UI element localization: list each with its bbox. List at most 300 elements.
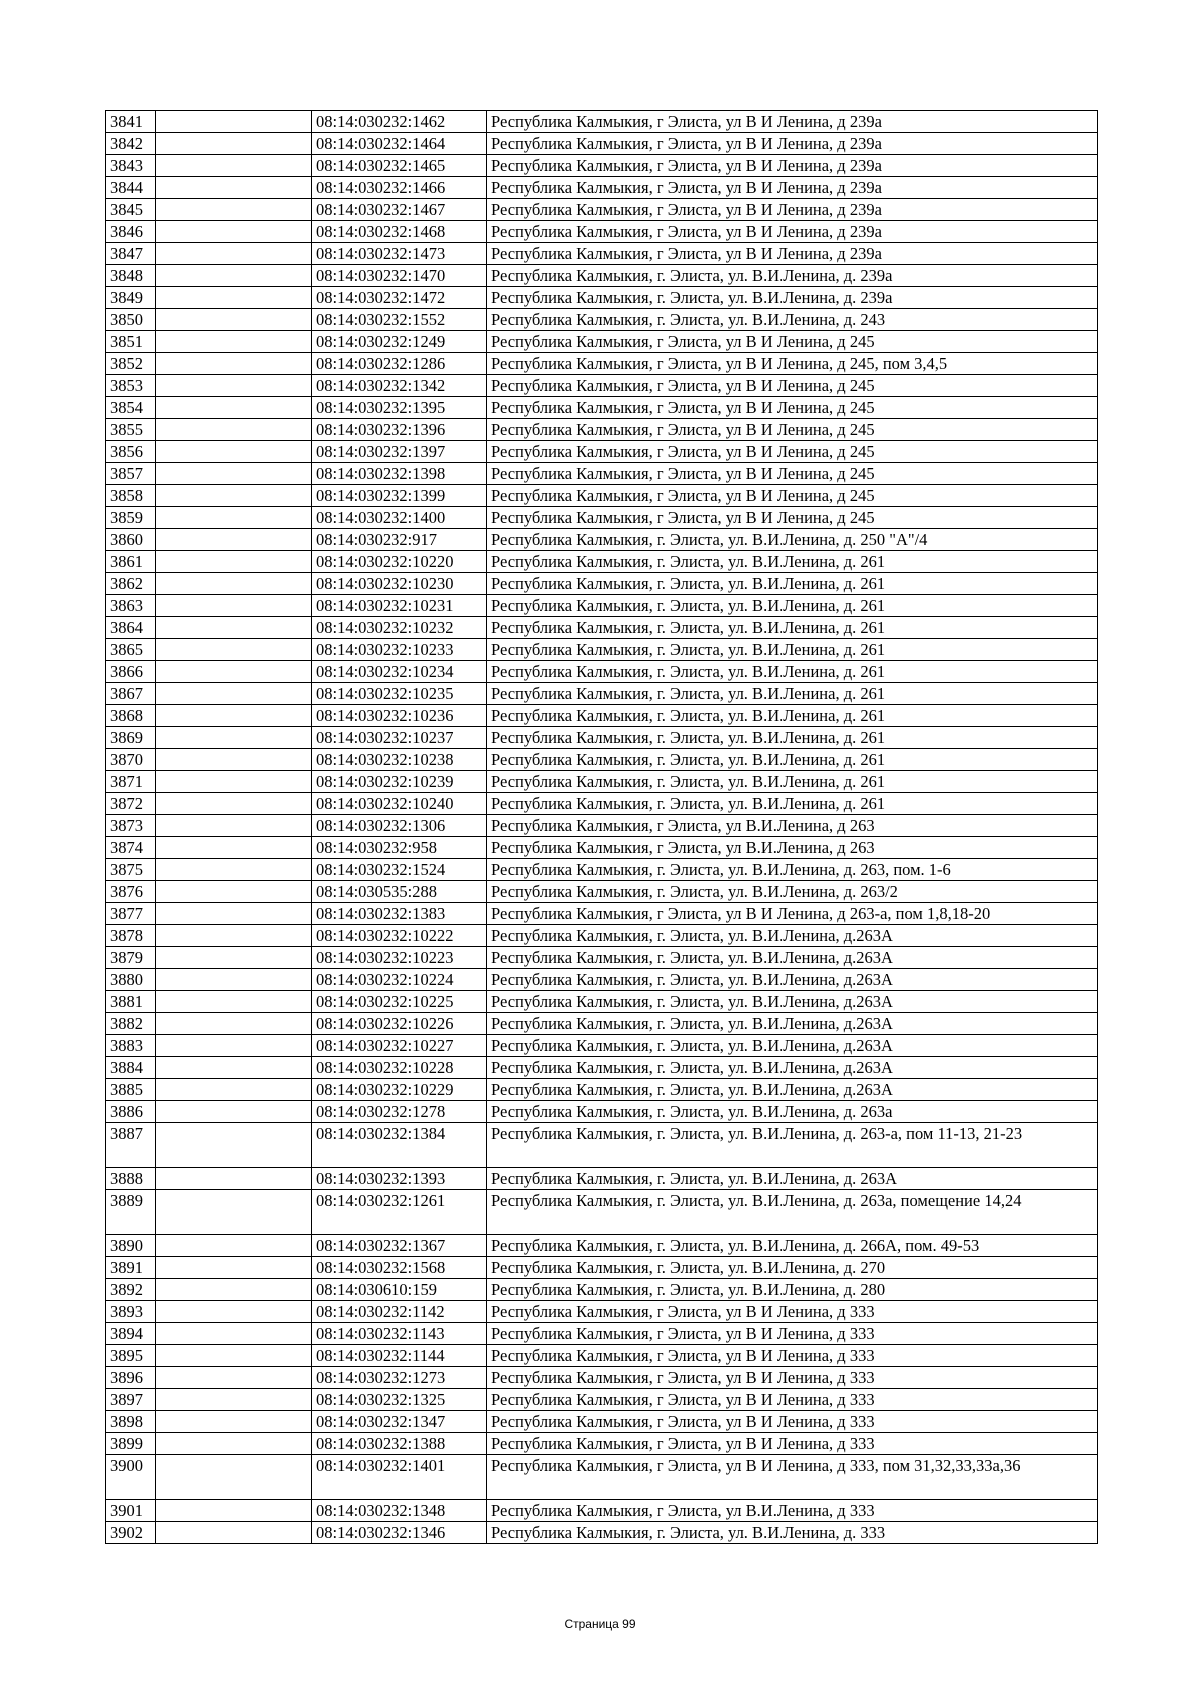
- row-number-cell: 3859: [106, 507, 156, 529]
- row-number-cell: 3883: [106, 1035, 156, 1057]
- address-cell: Республика Калмыкия, г. Элиста, ул. В.И.Ленина, д. 266А, пом. 49-53: [487, 1235, 1098, 1257]
- table-row: [106, 463, 1098, 485]
- cadastral-number-cell: 08:14:030232:1472: [312, 287, 487, 309]
- empty-cell: [156, 1035, 312, 1057]
- address-cell: Республика Калмыкия, г Элиста, ул В И Ленина, д 245: [487, 375, 1098, 397]
- cadastral-number-cell: 08:14:030232:1342: [312, 375, 487, 397]
- row-number-cell: 3861: [106, 551, 156, 573]
- table-row: [106, 397, 1098, 419]
- address-cell: Республика Калмыкия, г. Элиста, ул. В.И.Ленина, д.263А: [487, 1057, 1098, 1079]
- empty-cell: [156, 485, 312, 507]
- table-row: [106, 1057, 1098, 1079]
- empty-cell: [156, 1301, 312, 1323]
- cadastral-number-cell: 08:14:030232:1462: [312, 111, 487, 133]
- address-cell: Республика Калмыкия, г. Элиста, ул. В.И.Ленина, д. 261: [487, 749, 1098, 771]
- address-cell: Республика Калмыкия, г Элиста, ул В И Ленина, д 239а: [487, 177, 1098, 199]
- address-cell: Республика Калмыкия, г. Элиста, ул. В.И.Ленина, д.263А: [487, 947, 1098, 969]
- empty-cell: [156, 1455, 312, 1500]
- address-cell: Республика Калмыкия, г. Элиста, ул. В.И.Ленина, д.263А: [487, 969, 1098, 991]
- empty-cell: [156, 1389, 312, 1411]
- table-row: [106, 1323, 1098, 1345]
- cadastral-number-cell: 08:14:030232:10240: [312, 793, 487, 815]
- table-row: [106, 925, 1098, 947]
- empty-cell: [156, 1190, 312, 1235]
- row-number-cell: 3866: [106, 661, 156, 683]
- table-row: [106, 1522, 1098, 1544]
- row-number-cell: 3876: [106, 881, 156, 903]
- address-cell: Республика Калмыкия, г Элиста, ул В И Ленина, д 245: [487, 507, 1098, 529]
- table-row: [106, 1411, 1098, 1433]
- table-row: [106, 1079, 1098, 1101]
- row-number-cell: 3894: [106, 1323, 156, 1345]
- cadastral-number-cell: 08:14:030232:1399: [312, 485, 487, 507]
- empty-cell: [156, 133, 312, 155]
- cadastral-number-cell: 08:14:030232:10224: [312, 969, 487, 991]
- table-row: [106, 1235, 1098, 1257]
- row-number-cell: 3899: [106, 1433, 156, 1455]
- cadastral-number-cell: 08:14:030232:1401: [312, 1455, 487, 1500]
- row-number-cell: 3864: [106, 617, 156, 639]
- cadastral-number-cell: 08:14:030232:10225: [312, 991, 487, 1013]
- empty-cell: [156, 529, 312, 551]
- cadastral-number-cell: 08:14:030232:958: [312, 837, 487, 859]
- address-cell: Республика Калмыкия, г Элиста, ул В И Ленина, д 333: [487, 1389, 1098, 1411]
- empty-cell: [156, 683, 312, 705]
- empty-cell: [156, 419, 312, 441]
- cadastral-number-cell: 08:14:030232:10236: [312, 705, 487, 727]
- address-cell: Республика Калмыкия, г Элиста, ул В И Ленина, д 245: [487, 441, 1098, 463]
- row-number-cell: 3854: [106, 397, 156, 419]
- cadastral-number-cell: 08:14:030232:1383: [312, 903, 487, 925]
- empty-cell: [156, 903, 312, 925]
- row-number-cell: 3881: [106, 991, 156, 1013]
- row-number-cell: 3885: [106, 1079, 156, 1101]
- row-number-cell: 3863: [106, 595, 156, 617]
- empty-cell: [156, 1367, 312, 1389]
- cadastral-number-cell: 08:14:030232:10227: [312, 1035, 487, 1057]
- table-row: [106, 617, 1098, 639]
- row-number-cell: 3886: [106, 1101, 156, 1123]
- empty-cell: [156, 221, 312, 243]
- cadastral-number-cell: 08:14:030232:1396: [312, 419, 487, 441]
- cadastral-number-cell: 08:14:030232:10232: [312, 617, 487, 639]
- cadastral-number-cell: 08:14:030232:10229: [312, 1079, 487, 1101]
- row-number-cell: 3843: [106, 155, 156, 177]
- cadastral-number-cell: 08:14:030232:1261: [312, 1190, 487, 1235]
- table-row: [106, 309, 1098, 331]
- table-row: [106, 1168, 1098, 1190]
- empty-cell: [156, 969, 312, 991]
- row-number-cell: 3849: [106, 287, 156, 309]
- table-row: [106, 199, 1098, 221]
- address-cell: Республика Калмыкия, г Элиста, ул В.И.Ленина, д 333: [487, 1500, 1098, 1522]
- cadastral-number-cell: 08:14:030232:10231: [312, 595, 487, 617]
- cadastral-number-cell: 08:14:030232:1473: [312, 243, 487, 265]
- cadastral-number-cell: 08:14:030232:1346: [312, 1522, 487, 1544]
- address-cell: Республика Калмыкия, г. Элиста, ул. В.И.Ленина, д. 261: [487, 595, 1098, 617]
- cadastral-number-cell: 08:14:030232:10237: [312, 727, 487, 749]
- table-row: [106, 221, 1098, 243]
- cadastral-number-cell: 08:14:030232:1464: [312, 133, 487, 155]
- table-row: [106, 771, 1098, 793]
- row-number-cell: 3892: [106, 1279, 156, 1301]
- table-row: [106, 1257, 1098, 1279]
- empty-cell: [156, 309, 312, 331]
- address-cell: Республика Калмыкия, г. Элиста, ул. В.И.Ленина, д. 270: [487, 1257, 1098, 1279]
- empty-cell: [156, 551, 312, 573]
- table-row: [106, 837, 1098, 859]
- row-number-cell: 3862: [106, 573, 156, 595]
- row-number-cell: 3896: [106, 1367, 156, 1389]
- empty-cell: [156, 1345, 312, 1367]
- table-row: [106, 353, 1098, 375]
- empty-cell: [156, 199, 312, 221]
- empty-cell: [156, 1522, 312, 1544]
- row-number-cell: 3844: [106, 177, 156, 199]
- row-number-cell: 3891: [106, 1257, 156, 1279]
- table-row: [106, 793, 1098, 815]
- empty-cell: [156, 441, 312, 463]
- address-cell: Республика Калмыкия, г. Элиста, ул. В.И.Ленина, д. 263а, помещение 14,24: [487, 1190, 1098, 1235]
- page-footer: [0, 1617, 1200, 1631]
- empty-cell: [156, 287, 312, 309]
- table-row: [106, 507, 1098, 529]
- empty-cell: [156, 1079, 312, 1101]
- table-row: [106, 243, 1098, 265]
- address-table-body: [106, 111, 1098, 1544]
- cadastral-number-cell: 08:14:030232:1568: [312, 1257, 487, 1279]
- row-number-cell: 3848: [106, 265, 156, 287]
- row-number-cell: 3901: [106, 1500, 156, 1522]
- table-row: [106, 661, 1098, 683]
- address-cell: Республика Калмыкия, г. Элиста, ул. В.И.Ленина, д. 261: [487, 639, 1098, 661]
- row-number-cell: 3874: [106, 837, 156, 859]
- table-row: [106, 1389, 1098, 1411]
- address-cell: Республика Калмыкия, г. Элиста, ул. В.И.Ленина, д.263А: [487, 1035, 1098, 1057]
- cadastral-number-cell: 08:14:030232:10235: [312, 683, 487, 705]
- empty-cell: [156, 375, 312, 397]
- table-row: [106, 177, 1098, 199]
- table-row: [106, 1035, 1098, 1057]
- table-row: [106, 529, 1098, 551]
- empty-cell: [156, 881, 312, 903]
- address-cell: Республика Калмыкия, г Элиста, ул В И Ленина, д 333: [487, 1433, 1098, 1455]
- cadastral-number-cell: 08:14:030232:10239: [312, 771, 487, 793]
- row-number-cell: 3882: [106, 1013, 156, 1035]
- cadastral-number-cell: 08:14:030232:1348: [312, 1500, 487, 1522]
- table-row: [106, 1190, 1098, 1235]
- row-number-cell: 3846: [106, 221, 156, 243]
- row-number-cell: 3880: [106, 969, 156, 991]
- empty-cell: [156, 353, 312, 375]
- address-cell: Республика Калмыкия, г Элиста, ул В И Ленина, д 239а: [487, 199, 1098, 221]
- empty-cell: [156, 463, 312, 485]
- empty-cell: [156, 1323, 312, 1345]
- row-number-cell: 3887: [106, 1123, 156, 1168]
- cadastral-number-cell: 08:14:030232:1468: [312, 221, 487, 243]
- row-number-cell: 3852: [106, 353, 156, 375]
- row-number-cell: 3895: [106, 1345, 156, 1367]
- cadastral-number-cell: 08:14:030232:10233: [312, 639, 487, 661]
- row-number-cell: 3902: [106, 1522, 156, 1544]
- address-cell: Республика Калмыкия, г Элиста, ул В И Ленина, д 245: [487, 331, 1098, 353]
- address-cell: Республика Калмыкия, г. Элиста, ул. В.И.Ленина, д.263А: [487, 1079, 1098, 1101]
- address-cell: Республика Калмыкия, г. Элиста, ул. В.И.Ленина, д. 261: [487, 551, 1098, 573]
- table-row: [106, 947, 1098, 969]
- table-row: [106, 749, 1098, 771]
- table-row: [106, 1279, 1098, 1301]
- page-number-label: Страница 99: [564, 1617, 636, 1631]
- address-cell: Республика Калмыкия, г Элиста, ул В И Ленина, д 333: [487, 1323, 1098, 1345]
- address-cell: Республика Калмыкия, г Элиста, ул В И Ленина, д 333: [487, 1345, 1098, 1367]
- address-cell: Республика Калмыкия, г Элиста, ул В И Ленина, д 239а: [487, 221, 1098, 243]
- address-cell: Республика Калмыкия, г Элиста, ул В И Ленина, д 245: [487, 485, 1098, 507]
- cadastral-number-cell: 08:14:030232:10222: [312, 925, 487, 947]
- empty-cell: [156, 265, 312, 287]
- cadastral-number-cell: 08:14:030232:10223: [312, 947, 487, 969]
- empty-cell: [156, 1123, 312, 1168]
- row-number-cell: 3858: [106, 485, 156, 507]
- address-table: [105, 110, 1098, 1544]
- empty-cell: [156, 1101, 312, 1123]
- cadastral-number-cell: 08:14:030232:1467: [312, 199, 487, 221]
- row-number-cell: 3875: [106, 859, 156, 881]
- table-row: [106, 881, 1098, 903]
- address-cell: Республика Калмыкия, г. Элиста, ул. В.И.Ленина, д.263А: [487, 991, 1098, 1013]
- table-row: [106, 441, 1098, 463]
- table-row: [106, 1455, 1098, 1500]
- table-row: [106, 595, 1098, 617]
- address-cell: Республика Калмыкия, г Элиста, ул В И Ленина, д 239а: [487, 133, 1098, 155]
- cadastral-number-cell: 08:14:030232:1470: [312, 265, 487, 287]
- address-cell: Республика Калмыкия, г Элиста, ул В И Ленина, д 245, пом 3,4,5: [487, 353, 1098, 375]
- cadastral-number-cell: 08:14:030232:1524: [312, 859, 487, 881]
- cadastral-number-cell: 08:14:030232:10238: [312, 749, 487, 771]
- row-number-cell: 3898: [106, 1411, 156, 1433]
- empty-cell: [156, 1411, 312, 1433]
- cadastral-number-cell: 08:14:030232:1347: [312, 1411, 487, 1433]
- empty-cell: [156, 1500, 312, 1522]
- empty-cell: [156, 793, 312, 815]
- row-number-cell: 3900: [106, 1455, 156, 1500]
- table-row: [106, 485, 1098, 507]
- table-row: [106, 265, 1098, 287]
- cadastral-number-cell: 08:14:030232:1552: [312, 309, 487, 331]
- empty-cell: [156, 705, 312, 727]
- cadastral-number-cell: 08:14:030232:1273: [312, 1367, 487, 1389]
- table-row: [106, 331, 1098, 353]
- cadastral-number-cell: 08:14:030232:1397: [312, 441, 487, 463]
- cadastral-number-cell: 08:14:030535:288: [312, 881, 487, 903]
- row-number-cell: 3867: [106, 683, 156, 705]
- address-cell: Республика Калмыкия, г. Элиста, ул. В.И.Ленина, д. 263а: [487, 1101, 1098, 1123]
- empty-cell: [156, 1168, 312, 1190]
- row-number-cell: 3888: [106, 1168, 156, 1190]
- address-cell: Республика Калмыкия, г Элиста, ул В И Ленина, д 333, пом 31,32,33,33а,36: [487, 1455, 1098, 1500]
- row-number-cell: 3841: [106, 111, 156, 133]
- row-number-cell: 3877: [106, 903, 156, 925]
- empty-cell: [156, 617, 312, 639]
- cadastral-number-cell: 08:14:030232:1325: [312, 1389, 487, 1411]
- cadastral-number-cell: 08:14:030232:1393: [312, 1168, 487, 1190]
- address-cell: Республика Калмыкия, г. Элиста, ул. В.И.Ленина, д. 261: [487, 727, 1098, 749]
- table-row: [106, 155, 1098, 177]
- cadastral-number-cell: 08:14:030232:1286: [312, 353, 487, 375]
- address-cell: Республика Калмыкия, г. Элиста, ул. В.И.Ленина, д. 261: [487, 683, 1098, 705]
- table-row: [106, 859, 1098, 881]
- address-cell: Республика Калмыкия, г. Элиста, ул. В.И.Ленина, д. 263, пом. 1-6: [487, 859, 1098, 881]
- cadastral-number-cell: 08:14:030232:1142: [312, 1301, 487, 1323]
- empty-cell: [156, 727, 312, 749]
- row-number-cell: 3889: [106, 1190, 156, 1235]
- table-row: [106, 991, 1098, 1013]
- table-row: [106, 375, 1098, 397]
- address-cell: Республика Калмыкия, г Элиста, ул В.И.Ленина, д 263: [487, 815, 1098, 837]
- address-cell: Республика Калмыкия, г Элиста, ул В И Ленина, д 333: [487, 1301, 1098, 1323]
- cadastral-number-cell: 08:14:030232:10220: [312, 551, 487, 573]
- empty-cell: [156, 925, 312, 947]
- address-cell: Республика Калмыкия, г. Элиста, ул. В.И.Ленина, д. 261: [487, 661, 1098, 683]
- empty-cell: [156, 397, 312, 419]
- cadastral-number-cell: 08:14:030232:1306: [312, 815, 487, 837]
- cadastral-number-cell: 08:14:030232:1367: [312, 1235, 487, 1257]
- row-number-cell: 3879: [106, 947, 156, 969]
- cadastral-number-cell: 08:14:030232:1395: [312, 397, 487, 419]
- table-row: [106, 1367, 1098, 1389]
- row-number-cell: 3878: [106, 925, 156, 947]
- table-row: [106, 1500, 1098, 1522]
- row-number-cell: 3847: [106, 243, 156, 265]
- cadastral-number-cell: 08:14:030232:1465: [312, 155, 487, 177]
- table-row: [106, 419, 1098, 441]
- row-number-cell: 3853: [106, 375, 156, 397]
- table-row: [106, 287, 1098, 309]
- cadastral-number-cell: 08:14:030232:1384: [312, 1123, 487, 1168]
- cadastral-number-cell: 08:14:030232:1398: [312, 463, 487, 485]
- empty-cell: [156, 1279, 312, 1301]
- empty-cell: [156, 507, 312, 529]
- row-number-cell: 3897: [106, 1389, 156, 1411]
- address-cell: Республика Калмыкия, г Элиста, ул В И Ленина, д 245: [487, 397, 1098, 419]
- row-number-cell: 3855: [106, 419, 156, 441]
- table-row: [106, 969, 1098, 991]
- empty-cell: [156, 1235, 312, 1257]
- cadastral-number-cell: 08:14:030610:159: [312, 1279, 487, 1301]
- table-row: [106, 705, 1098, 727]
- table-row: [106, 815, 1098, 837]
- empty-cell: [156, 1057, 312, 1079]
- row-number-cell: 3860: [106, 529, 156, 551]
- empty-cell: [156, 111, 312, 133]
- table-row: [106, 551, 1098, 573]
- table-row: [106, 1345, 1098, 1367]
- empty-cell: [156, 243, 312, 265]
- table-row: [106, 683, 1098, 705]
- empty-cell: [156, 1013, 312, 1035]
- empty-cell: [156, 859, 312, 881]
- empty-cell: [156, 595, 312, 617]
- cadastral-number-cell: 08:14:030232:1388: [312, 1433, 487, 1455]
- row-number-cell: 3856: [106, 441, 156, 463]
- table-row: [106, 727, 1098, 749]
- empty-cell: [156, 749, 312, 771]
- row-number-cell: 3868: [106, 705, 156, 727]
- address-cell: Республика Калмыкия, г. Элиста, ул. В.И.Ленина, д. 280: [487, 1279, 1098, 1301]
- empty-cell: [156, 331, 312, 353]
- table-row: [106, 639, 1098, 661]
- row-number-cell: 3842: [106, 133, 156, 155]
- row-number-cell: 3890: [106, 1235, 156, 1257]
- address-cell: Республика Калмыкия, г. Элиста, ул. В.И.Ленина, д. 239а: [487, 287, 1098, 309]
- table-row: [106, 573, 1098, 595]
- empty-cell: [156, 177, 312, 199]
- address-cell: Республика Калмыкия, г. Элиста, ул. В.И.Ленина, д. 261: [487, 705, 1098, 727]
- cadastral-number-cell: 08:14:030232:1400: [312, 507, 487, 529]
- address-cell: Республика Калмыкия, г. Элиста, ул. В.И.Ленина, д. 333: [487, 1522, 1098, 1544]
- cadastral-number-cell: 08:14:030232:1143: [312, 1323, 487, 1345]
- empty-cell: [156, 815, 312, 837]
- address-cell: Республика Калмыкия, г. Элиста, ул. В.И.Ленина, д. 250 "А"/4: [487, 529, 1098, 551]
- cadastral-number-cell: 08:14:030232:917: [312, 529, 487, 551]
- row-number-cell: 3871: [106, 771, 156, 793]
- row-number-cell: 3870: [106, 749, 156, 771]
- table-row: [106, 1433, 1098, 1455]
- empty-cell: [156, 837, 312, 859]
- row-number-cell: 3865: [106, 639, 156, 661]
- empty-cell: [156, 1433, 312, 1455]
- address-cell: Республика Калмыкия, г Элиста, ул В И Ленина, д 239а: [487, 243, 1098, 265]
- address-cell: Республика Калмыкия, г Элиста, ул В И Ленина, д 333: [487, 1367, 1098, 1389]
- empty-cell: [156, 1257, 312, 1279]
- address-cell: Республика Калмыкия, г Элиста, ул В И Ленина, д 263-а, пом 1,8,18-20: [487, 903, 1098, 925]
- table-row: [106, 1101, 1098, 1123]
- address-cell: Республика Калмыкия, г. Элиста, ул. В.И.Ленина, д.263А: [487, 925, 1098, 947]
- row-number-cell: 3884: [106, 1057, 156, 1079]
- table-row: [106, 133, 1098, 155]
- empty-cell: [156, 991, 312, 1013]
- cadastral-number-cell: 08:14:030232:10228: [312, 1057, 487, 1079]
- address-cell: Республика Калмыкия, г. Элиста, ул. В.И.Ленина, д. 261: [487, 573, 1098, 595]
- cadastral-number-cell: 08:14:030232:10226: [312, 1013, 487, 1035]
- cadastral-number-cell: 08:14:030232:1278: [312, 1101, 487, 1123]
- row-number-cell: 3850: [106, 309, 156, 331]
- row-number-cell: 3869: [106, 727, 156, 749]
- address-cell: Республика Калмыкия, г Элиста, ул В И Ленина, д 239а: [487, 111, 1098, 133]
- cadastral-number-cell: 08:14:030232:1144: [312, 1345, 487, 1367]
- cadastral-number-cell: 08:14:030232:10234: [312, 661, 487, 683]
- row-number-cell: 3851: [106, 331, 156, 353]
- row-number-cell: 3872: [106, 793, 156, 815]
- address-cell: Республика Калмыкия, г. Элиста, ул. В.И.Ленина, д. 263-а, пом 11-13, 21-23: [487, 1123, 1098, 1168]
- address-cell: Республика Калмыкия, г Элиста, ул В И Ленина, д 239а: [487, 155, 1098, 177]
- table-row: [106, 903, 1098, 925]
- empty-cell: [156, 639, 312, 661]
- address-cell: Республика Калмыкия, г. Элиста, ул. В.И.Ленина, д. 243: [487, 309, 1098, 331]
- address-cell: Республика Калмыкия, г. Элиста, ул. В.И.Ленина, д. 261: [487, 771, 1098, 793]
- address-cell: Республика Калмыкия, г Элиста, ул В И Ленина, д 333: [487, 1411, 1098, 1433]
- table-row: [106, 1123, 1098, 1168]
- address-cell: Республика Калмыкия, г. Элиста, ул. В.И.Ленина, д. 261: [487, 617, 1098, 639]
- address-cell: Республика Калмыкия, г Элиста, ул В.И.Ленина, д 263: [487, 837, 1098, 859]
- row-number-cell: 3873: [106, 815, 156, 837]
- empty-cell: [156, 947, 312, 969]
- address-cell: Республика Калмыкия, г. Элиста, ул. В.И.Ленина, д.263А: [487, 1013, 1098, 1035]
- row-number-cell: 3893: [106, 1301, 156, 1323]
- address-cell: Республика Калмыкия, г. Элиста, ул. В.И.Ленина, д. 263/2: [487, 881, 1098, 903]
- address-cell: Республика Калмыкия, г. Элиста, ул. В.И.Ленина, д. 239а: [487, 265, 1098, 287]
- table-row: [106, 111, 1098, 133]
- empty-cell: [156, 771, 312, 793]
